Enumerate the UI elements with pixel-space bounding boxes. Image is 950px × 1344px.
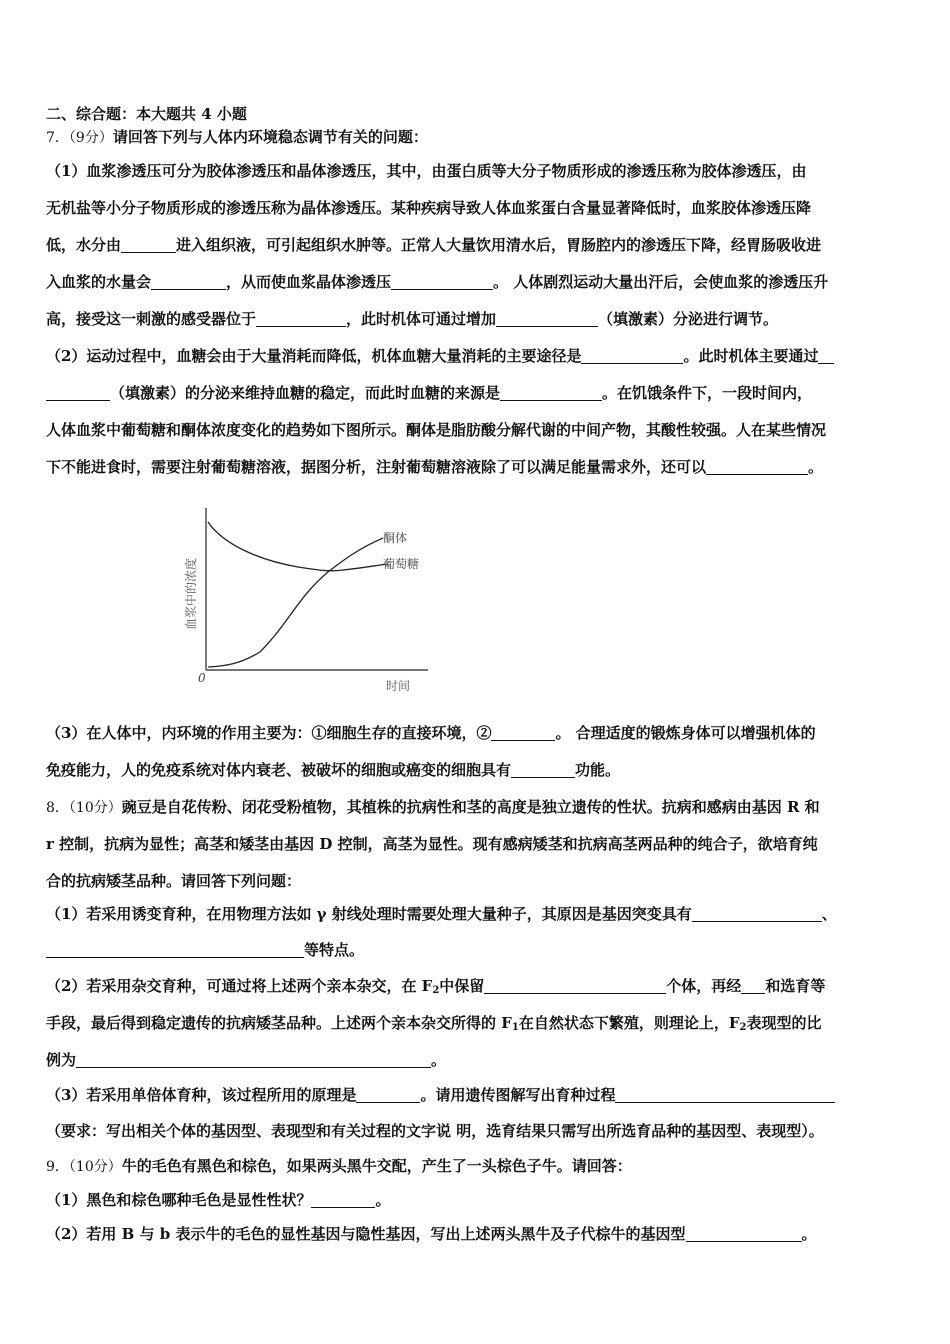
q8-part1-line1: （1）若采用诱变育种，在用物理方法如 γ 射线处理时需要处理大量种子，其原因是基因突变具有 、 <box>46 905 837 923</box>
section-title: 二、综合题：本大题共 4 小题 <box>46 105 247 123</box>
q8-part2-line1: （2）若采用杂交育种，可通过将上述两个亲本杂交，在 $F_2$中保留 个体，再经 和选育等 <box>46 977 826 996</box>
q8-part3-line1: （3）若采用单倍体育种，该过程所用的原理是 。请用遗传图解写出育种过程 <box>46 1085 835 1105</box>
q7-part3-line2: 免疫能力，人的免疫系统对体内衰老、被破坏的细胞或癌变的细胞具有 功能。 <box>46 761 621 779</box>
answer-blank[interactable] <box>511 761 575 778</box>
ketone-curve <box>208 538 383 667</box>
chart-svg <box>178 502 440 694</box>
answer-blank[interactable] <box>121 236 176 253</box>
q9-part2: （2）若用 B 与 b 表示牛的毛色的显性基因与隐性基因，写出上述两头黑牛及子代棕牛的基因型 。 <box>46 1225 817 1243</box>
answer-blank[interactable] <box>706 458 808 475</box>
answer-blank[interactable] <box>311 1191 375 1208</box>
answer-blank[interactable] <box>46 941 304 958</box>
answer-blank[interactable] <box>615 1086 835 1103</box>
answer-blank[interactable] <box>581 347 683 364</box>
y-axis-label: 血浆中的浓度 <box>184 557 198 630</box>
answer-blank[interactable] <box>500 384 602 401</box>
q7-part1-line2: 无机盐等小分子物质形成的渗透压称为晶体渗透压。某种疾病导致人体血浆蛋白含量显著降低时，血浆胶体渗透压降 <box>46 199 812 217</box>
answer-blank[interactable] <box>391 273 493 290</box>
question-9-heading: 9．（10分）牛的毛色有黑色和棕色，如果两头黑牛交配，产生了一头棕色子牛。请回答： <box>46 1157 632 1175</box>
q7-part1-line3: 低，水分由 进入组织液，可引起组织水肿等。正常人大量饮用清水后，胃肠腔内的渗透压下降，经胃肠吸收进 <box>46 236 822 254</box>
answer-blank[interactable] <box>356 1086 420 1103</box>
concentration-chart <box>178 502 440 694</box>
answer-blank[interactable] <box>76 1051 431 1068</box>
question-8-heading: 8．（10分）豌豆是自花传粉、闭花受粉植物，其植株的抗病性和茎的高度是独立遗传的性状。抗病和感病由基因 R 和 <box>46 798 820 816</box>
q8-part1-line2: 等特点。 <box>46 940 364 960</box>
q7-part2-line1: （2）运动过程中，血糖会由于大量消耗而降低，机体血糖大量消耗的主要途径是 。此时机体主要通过 <box>46 346 834 366</box>
question-7-heading: 7．（9分）请回答下列与人体内环境稳态调节有关的问题： <box>46 128 428 146</box>
q8-part3-line2: （要求：写出相关个体的基因型、表现型和有关过程的文字说 明，选育结果只需写出所选育品种的基因型、表现型）。 <box>46 1122 824 1140</box>
legend-glucose: 葡萄糖 <box>383 557 420 571</box>
origin-label: 0 <box>198 671 206 685</box>
q8-part2-line2: 手段，最后得到稳定遗传的抗病矮茎品种。上述两个亲本杂交所得的 $F_1$在自然状态下繁殖，则理论上，$F_2$表现型的比 <box>46 1014 822 1033</box>
q8-intro-line3: 合的抗病矮茎品种。请回答下列问题： <box>46 872 302 890</box>
q8-intro-line2: r 控制，抗病为显性；高茎和矮茎由基因 D 控制，高茎为显性。现有感病矮茎和抗病高茎两品种的纯合子，欲培育纯 <box>46 835 818 853</box>
answer-blank[interactable] <box>692 905 822 922</box>
q7-part3-line1: （3）在人体中，内环境的作用主要为：①细胞生存的直接环境，② 。 合理适度的锻炼身体可以增强机体的 <box>46 724 816 742</box>
answer-blank[interactable] <box>686 1225 802 1242</box>
q7-part1-line5: 高，接受这一刺激的感受器位于 ，此时机体可通过增加 （填激素）分泌进行调节。 <box>46 310 779 328</box>
glucose-curve <box>208 522 388 571</box>
answer-blank[interactable] <box>151 273 226 290</box>
answer-blank[interactable] <box>46 384 110 401</box>
q8-part2-line3: 例为 。 <box>46 1051 447 1069</box>
answer-blank[interactable] <box>491 724 555 741</box>
q9-part1: （1）黑色和棕色哪种毛色是显性性状？ 。 <box>46 1191 391 1209</box>
answer-blank[interactable] <box>496 310 598 327</box>
answer-blank[interactable] <box>818 347 834 364</box>
q7-part2-line4: 下不能进食时，需要注射葡萄糖溶液，据图分析，注射葡萄糖溶液除了可以满足能量需求外，还可以 。 <box>46 458 824 476</box>
answer-blank[interactable] <box>741 977 765 994</box>
q7-part1-line1: （1）血浆渗透压可分为胶体渗透压和晶体渗透压，其中，由蛋白质等大分子物质形成的渗透压称为胶体渗透压，由 <box>46 162 807 180</box>
q7-part2-line2: （填激素）的分泌来维持血糖的稳定，而此时血糖的来源是 。在饥饿条件下，一段时间内， <box>46 383 812 403</box>
answer-blank[interactable] <box>256 310 346 327</box>
x-axis-label: 时间 <box>386 679 411 693</box>
legend-ketone: 酮体 <box>383 531 408 545</box>
q7-part1-line4: 入血浆的水量会 ，从而使血浆晶体渗透压 。 人体剧烈运动大量出汗后，会使血浆的渗透压升 <box>46 273 829 291</box>
answer-blank[interactable] <box>484 977 666 994</box>
q7-part2-line3: 人体血浆中葡萄糖和酮体浓度变化的趋势如下图所示。酮体是脂肪酸分解代谢的中间产物，其酸性较强。人在某些情况 <box>46 421 827 439</box>
